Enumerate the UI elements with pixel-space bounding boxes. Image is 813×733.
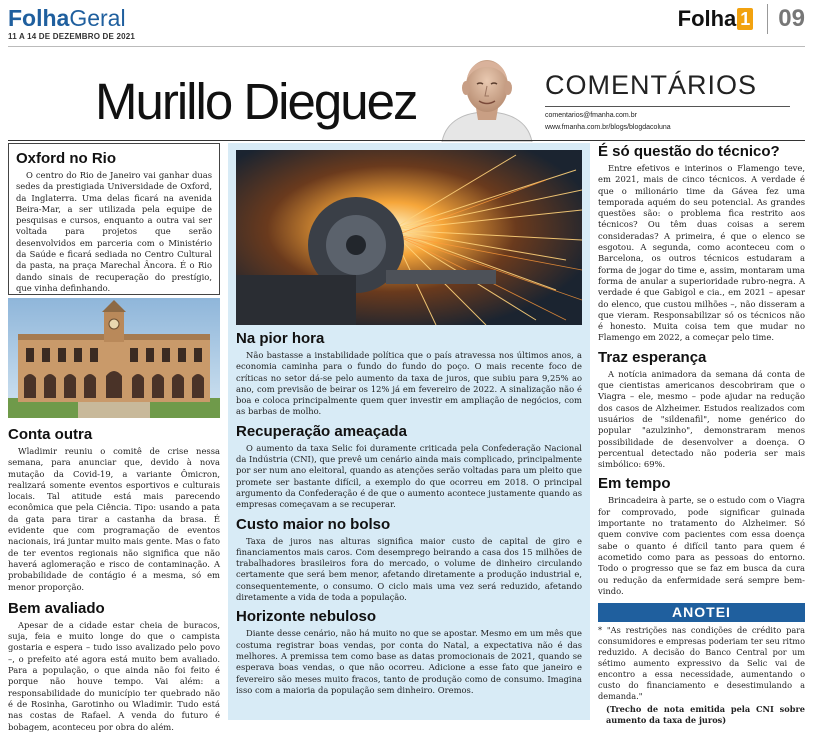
section-brand[interactable]: FolhaGeral: [8, 5, 126, 31]
masthead-left: [8, 6, 135, 41]
article-em-tempo: [598, 475, 805, 597]
newspaper-logo[interactable]: Folha 1: [678, 6, 754, 32]
article-custo-maior: [236, 516, 582, 604]
article-title: Recuperação ameaçada: [236, 422, 407, 440]
masthead-right: [678, 4, 805, 34]
author-name: Murillo Dieguez: [95, 73, 417, 130]
article-body: Wladimir reuniu o comitê de crise nessa semana, para anunciar que, devido à nova mutação da Covid-19, a variante Ômicron, realizará somente eventos esportivos e culturais locais. Tal atitude está mais parecendo econômica que pela Ciência. Tipo: usando a pata da gata para tirar a castanha da brasa. É evidente que com programação de eventos nacionais, irá juntar muito mais gente. Mas o fato de ter eventos regionais não significa que não haverá aglomeração e risco de contaminação. A probabilidade de contágio é a mesma, só em menor proporção.: [8, 446, 220, 592]
article-title: Oxford no Rio: [16, 150, 116, 167]
anotei-header: ANOTEI: [598, 603, 805, 622]
article-title: Horizonte nebuloso: [236, 608, 376, 626]
top-rule: [8, 46, 805, 47]
oxford-building-photo: [8, 298, 220, 418]
page-number: 09: [778, 5, 805, 32]
article-horizonte-nebuloso: [236, 608, 582, 696]
article-questao-tecnico: [598, 143, 805, 344]
article-title: Traz esperança: [598, 348, 707, 366]
article-title: Custo maior no bolso: [236, 515, 391, 533]
section-rule: [545, 106, 790, 107]
article-conta-outra: [8, 426, 220, 593]
grinder-sparks-photo: [236, 150, 582, 325]
contact-url[interactable]: www.fmanha.com.br/blogs/blogdacoluna: [545, 124, 671, 131]
anotei-quote: * "As restrições nas condições de crédito para consumidores e empresas poderiam ter seu ritmo reduzido. A decisão do Banco Central por um sétimo aumento expressivo da Selic vai de encontro a essa necessidade, aumentando o custo do financiamento e desestimulando a demanda.": [598, 625, 805, 702]
article-bem-avaliado: [8, 600, 220, 733]
section-title: COMENTÁRIOS: [545, 70, 758, 100]
edition-date: 11 A 14 DE DEZEMBRO DE 2021: [8, 32, 136, 41]
article-title: Na pior hora: [236, 330, 325, 347]
column-title-row: [0, 50, 813, 142]
article-oxford: [8, 143, 220, 295]
article-title: Em tempo: [598, 475, 671, 493]
article-body: O centro do Rio de Janeiro vai ganhar duas sedes da prestigiada Universidade de Oxford, da Inglaterra. Uma delas ficará na avenida Beira-Mar, a ser utilizada pela equipe de pesquisas e cursos, enquanto a outra vai ser voltada para projetos que serão desenvolvidos em parceria com o Ministério da Saúde e ficará sediada no Centro Cultural da pasta, na praça Marechal Âncora. É o Rio dando sinais de recuperação do prestígio, que vinha definhando.: [16, 170, 212, 293]
article-title: Conta outra: [8, 426, 93, 443]
right-column: [598, 143, 805, 726]
article-body: O aumento da taxa Selic foi duramente criticada pela Confederação Nacional da Indústria (CNI), que prevê um cenário ainda mais complicado, principalmente por ser num ano eleitoral, quando as atenções serão voltadas para um pleito que promete ser bastante difícil, a exemplo do que ocorreu em 2018. O principal argumento da Confederação é de que o aumento acontece justamente quando as empresas começavam a se recuperar.: [236, 442, 582, 510]
article-body: Entre efetivos e interinos o Flamengo teve, em 2021, mais de cinco técnicos. A verdade é que o milionário time da Gávea fez uma temporada aquém do seu potencial. As grandes questões são: o problema fica restrito aos técnicos? Ou têm duas coisas a serem consideradas? A primeira, é que o elenco se esgotou. A segunda, como aconteceu com o Barcelona, os outros técnicos estudaram a forma de jogar do time e, assim, montaram uma forma de anular a superioridade rubro-negra. A verdade é que Gabigol e cia., em 2021 – apesar do elenco, que custou milhões –, não disseram a que vieram. Responsabilizar só os técnicos não é honesto. Muita coisa tem que mudar no Flamengo em 2022, a começar pelo time.: [598, 163, 805, 343]
article-body: A notícia animadora da semana dá conta de que cientistas americanos descobriram que o Viagra – ele, mesmo – pode ajudar na redução dos casos de Alzheimer. Estudos realizados com usuários de "sildenafil", nome genérico do popular "azulzinho", demonstraram menos possibilidade de desenvolver a doença. O percentual detectado não poderia ser mais simbólico: 69%.: [598, 368, 805, 470]
article-title: É só questão do técnico?: [598, 143, 780, 160]
article-traz-esperanca: [598, 349, 805, 471]
article-body: Taxa de juros nas alturas significa maior custo de capital de giro e financiamentos mais caros. Com desemprego beirando a casa dos 15 milhões de trabalhadores brasileiros fora do mercado, o volume de dinheiro circulando certamente que será bem menor, afetando diretamente a produção industrial e, consequentemente, o consumo. O ciclo mais uma vez será reduzido, afetando diretamente a vida de toda a população.: [236, 535, 582, 603]
article-body: Não bastasse a instabilidade política que o país atravessa nos últimos anos, a economia caminha para o fundo do fundo do poço. O mais recente foco de críticas no setor dá-se pelo aumento da taxa de juros, que subiu para 9,25% ao ano, com previsão de beirar os 12% já em fevereiro de 2022. A sinalização não é boa e coloca principalmente quem quer investir em ampliação de negócios, com as barbas de molho.: [236, 350, 582, 417]
article-body: Apesar de a cidade estar cheia de buracos, suja, feia e muito longe do que o campista gostaria e espera – tudo isso avalizado pelo povo –, o prefeito até agora está muito bem avaliado. Para a população, o que ainda não foi feito é porque não houve tempo. Vai além: a responsabilidade do município ter quebrado não é de Rosinha, Garotinho ou Wladimir. Tudo está nas costas de Rafael. A venda do futuro é bobagem, aconteceu por obra do além.: [8, 619, 220, 732]
left-column: [8, 143, 220, 733]
center-column: [228, 143, 590, 720]
article-body: Brincadeira à parte, se o estudo com o Viagra for comprovado, pode significar guinada importante no tratamento do Alzheimer. Só quem convive com pacientes com essa doença sabe o quanto é difícil tanto para quem é acometido como para as pessoas do entorno. Todo o progresso que se faz em busca da cura ou redução da enfermidade será sempre bem-vindo.: [598, 495, 805, 596]
article-title: Bem avaliado: [8, 599, 105, 617]
article-recuperacao-ameacada: [236, 423, 582, 511]
article-na-pior-hora: [236, 330, 582, 418]
header-rule: [8, 140, 805, 141]
author-portrait: [432, 50, 542, 142]
header-divider: [767, 4, 768, 34]
anotei-credit: (Trecho de nota emitida pela CNI sobre aumento da taxa de juros): [606, 704, 805, 726]
logo-number-badge: 1: [737, 8, 753, 30]
contact-email[interactable]: comentarios@fmanha.com.br: [545, 112, 637, 119]
article-body: Diante desse cenário, não há muito no que se apostar. Mesmo em um mês que costuma registrar boas vendas, por conta do Natal, a expectativa não é das melhores. A premissa tem como base as datas promocionais de 2021, quando se esperava boas vendas, o que não ocorreu. Adicione a esse fato que janeiro e fevereiro são meses muito fracos, tanto de produção como de consumo. Imagina isso com a maioria da população sem dinheiro. Oremos.: [236, 628, 582, 695]
